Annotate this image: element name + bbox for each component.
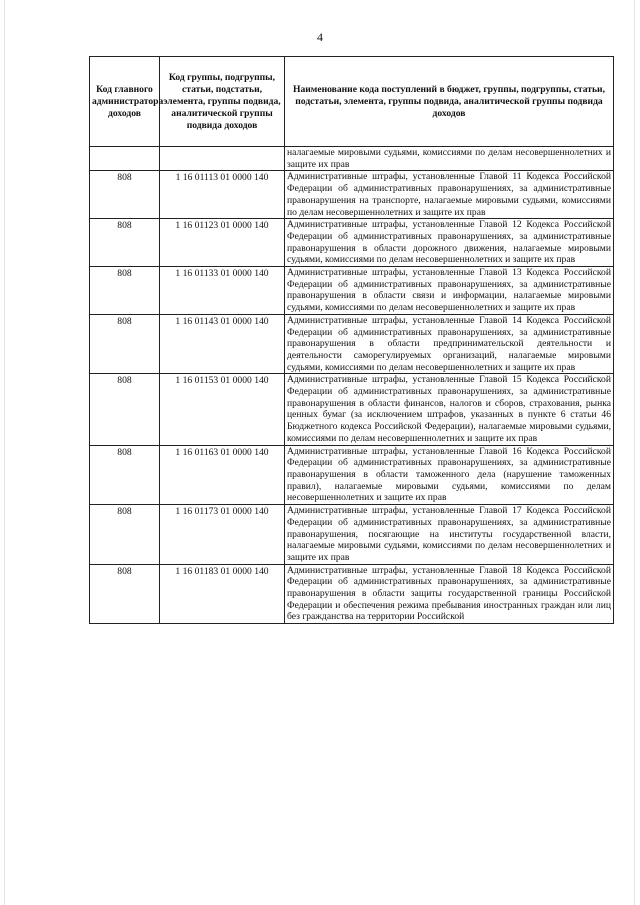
table-header-row	[90, 57, 614, 147]
table-row	[90, 374, 614, 445]
revenue-code-cell: 1 16 01153 01 0000 140	[160, 374, 285, 445]
header-group-code: Код группы, подгруппы, статьи, подстатьи, элемента, группы подвида, аналитической группы подвида доходов	[160, 57, 285, 147]
revenue-name-cell: Административные штрафы, установленные Главой 16 Кодекса Российской Федерации об административных правонарушениях, за административные правонарушения в области таможенного дела (нарушение таможенных правил), налагаемые мировыми судьями, комиссиями по делам несовершеннолетних и защите их прав	[285, 445, 614, 505]
revenue-code-cell: 1 16 01123 01 0000 140	[160, 219, 285, 267]
admin-code-cell: 808	[90, 505, 160, 565]
page-number: 4	[317, 30, 323, 44]
table-body	[90, 147, 614, 624]
revenue-code-cell: 1 16 01173 01 0000 140	[160, 505, 285, 565]
admin-code-cell: 808	[90, 267, 160, 315]
revenue-code-cell: 1 16 01143 01 0000 140	[160, 314, 285, 374]
revenue-name-cell: Административные штрафы, установленные Главой 13 Кодекса Российской Федерации об административных правонарушениях, за административные правонарушения в области связи и информации, налагаемые мировыми судьями, комиссиями по делам несовершеннолетних и защите их прав	[285, 267, 614, 315]
revenue-code-cell	[160, 147, 285, 171]
revenue-name-cell: Административные штрафы, установленные Главой 11 Кодекса Российской Федерации об административных правонарушениях, за административные правонарушения на транспорте, налагаемые мировыми судьями, комиссиями по делам несовершеннолетних и защите их прав	[285, 171, 614, 219]
revenue-name-cell: Административные штрафы, установленные Главой 15 Кодекса Российской Федерации об административных правонарушениях, за административные правонарушения в области финансов, налогов и сборов, страхования, рынка ценных бумаг (за исключением штрафов, указанных в пункте 6 статьи 46 Бюджетного кодекса Российской Федерации), налагаемые мировыми судьями, комиссиями по делам несовершеннолетних и защите их прав	[285, 374, 614, 445]
admin-code-cell: 808	[90, 445, 160, 505]
revenue-name-cell: Административные штрафы, установленные Главой 18 Кодекса Российской Федерации об административных правонарушениях, за административные правонарушения в области защиты государственной границы Российской Федерации и обеспечения режима пребывания иностранных граждан или лиц без гражданства на территории Российской	[285, 564, 614, 624]
table-row	[90, 171, 614, 219]
table-row	[90, 445, 614, 505]
admin-code-cell	[90, 147, 160, 171]
table-row	[90, 505, 614, 565]
table-row	[90, 267, 614, 315]
revenue-codes-table	[89, 56, 614, 624]
table-row	[90, 314, 614, 374]
admin-code-cell: 808	[90, 219, 160, 267]
table-row	[90, 564, 614, 624]
revenue-name-cell: Административные штрафы, установленные Главой 12 Кодекса Российской Федерации об административных правонарушениях, за административные правонарушения в области дорожного движения, налагаемые мировыми судьями, комиссиями по делам несовершеннолетних и защите их прав	[285, 219, 614, 267]
table-row	[90, 219, 614, 267]
revenue-name-cell: Административные штрафы, установленные Главой 14 Кодекса Российской Федерации об административных правонарушениях, за административные правонарушения в области предпринимательской деятельности и деятельности саморегулируемых организаций, налагаемые мировыми судьями, комиссиями по делам несовершеннолетних и защите их прав	[285, 314, 614, 374]
header-name: Наименование кода поступлений в бюджет, группы, подгруппы, статьи, подстатьи, элемента, группы подвида, аналитической группы подвида доходов	[285, 57, 614, 147]
table-row	[90, 147, 614, 171]
admin-code-cell: 808	[90, 564, 160, 624]
admin-code-cell: 808	[90, 171, 160, 219]
left-scan-edge	[4, 0, 5, 905]
revenue-name-cell: Административные штрафы, установленные Главой 17 Кодекса Российской Федерации об административных правонарушениях, за административные правонарушения, посягающие на институты государственной власти, налагаемые мировыми судьями, комиссиями по делам несовершеннолетних и защите их прав	[285, 505, 614, 565]
header-admin-code: Код главного администратора доходов	[90, 57, 160, 147]
right-scan-edge	[634, 0, 635, 905]
revenue-code-cell: 1 16 01163 01 0000 140	[160, 445, 285, 505]
admin-code-cell: 808	[90, 374, 160, 445]
revenue-name-cell: налагаемые мировыми судьями, комиссиями по делам несовершеннолетних и защите их прав	[285, 147, 614, 171]
revenue-code-cell: 1 16 01113 01 0000 140	[160, 171, 285, 219]
admin-code-cell: 808	[90, 314, 160, 374]
revenue-code-cell: 1 16 01183 01 0000 140	[160, 564, 285, 624]
revenue-code-cell: 1 16 01133 01 0000 140	[160, 267, 285, 315]
